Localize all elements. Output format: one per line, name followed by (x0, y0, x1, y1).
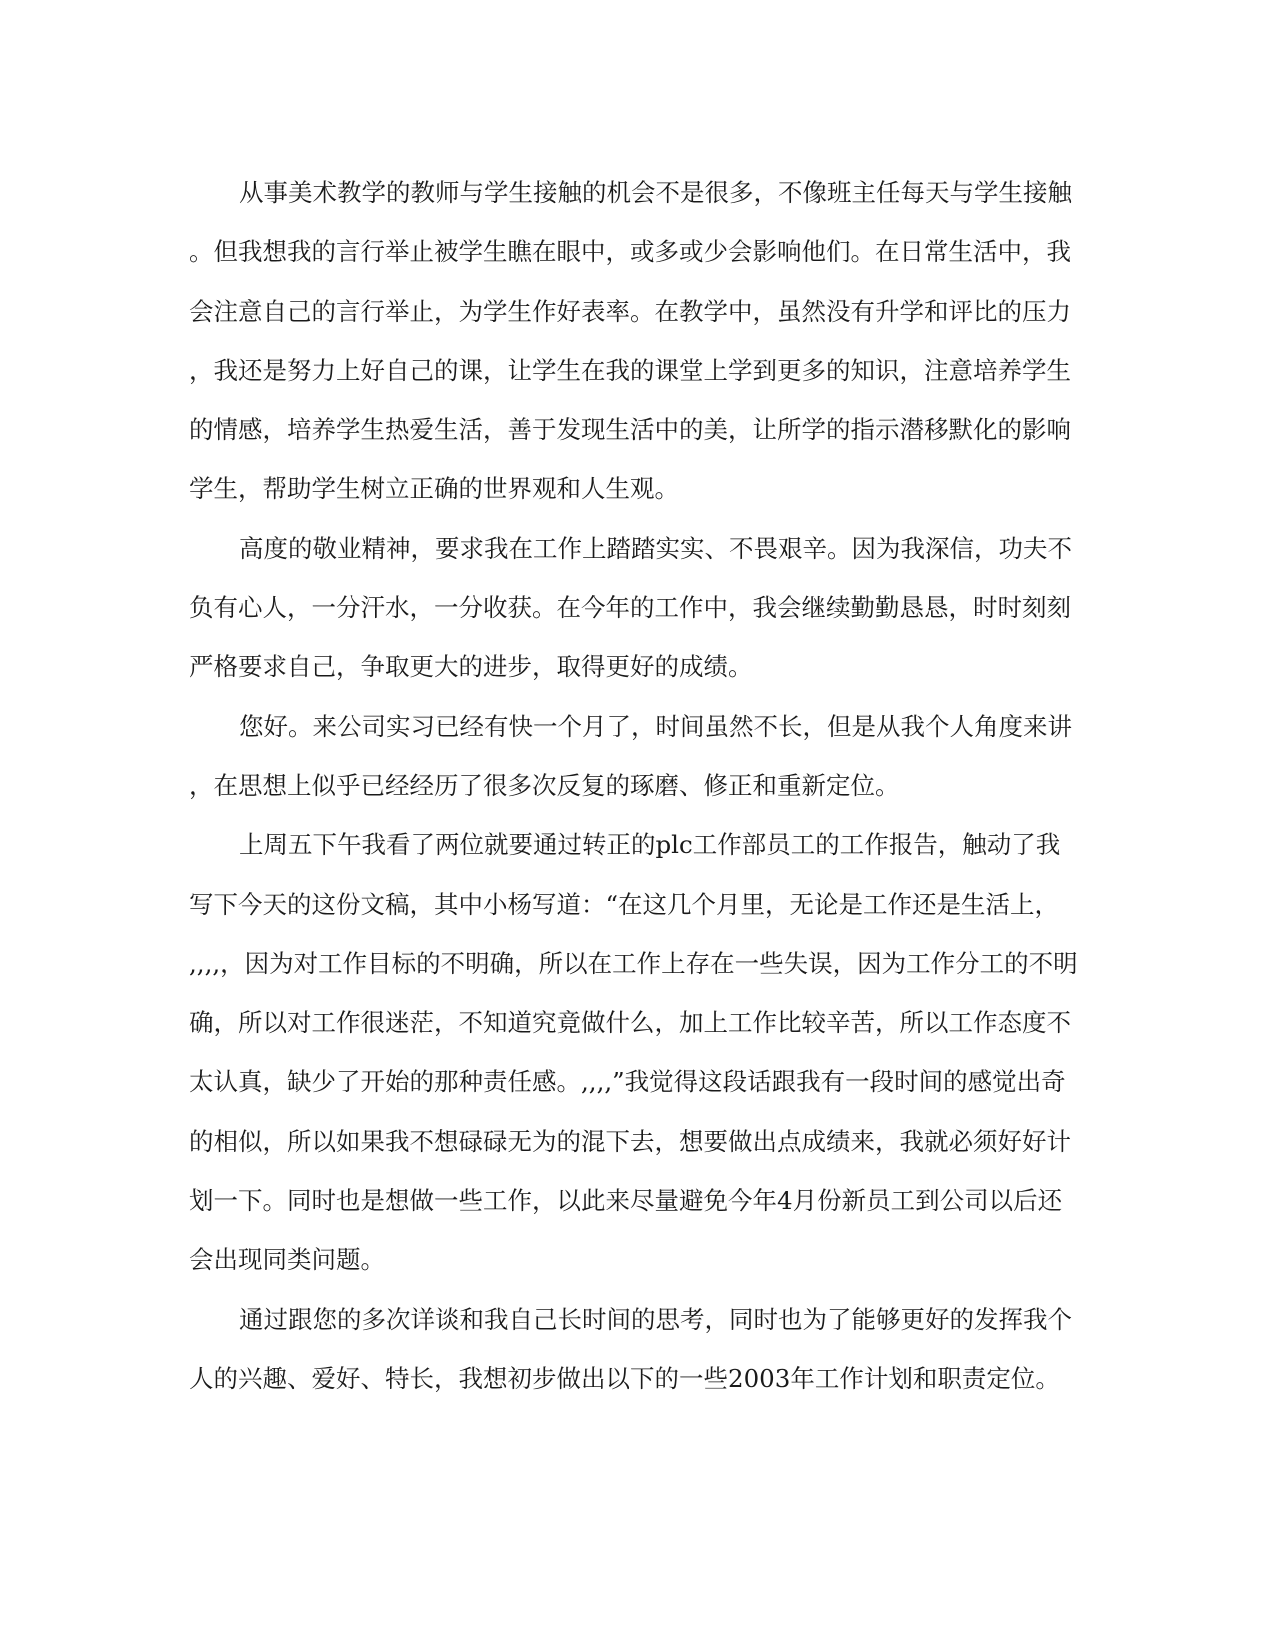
paragraph-4-line-1: 上周五下午我看了两位就要通过转正的plc工作部员工的工作报告，触动了我 (239, 830, 1061, 860)
paragraph-1-line-6: 学生，帮助学生树立正确的世界观和人生观。 (189, 474, 679, 504)
paragraph-4-line-4: 确，所以对工作很迷茫，不知道究竟做什么，加上工作比较辛苦，所以工作态度不 (189, 1008, 1071, 1038)
paragraph-2-line-2: 负有心人，一分汗水，一分收获。在今年的工作中，我会继续勤勤恳恳，时时刻刻 (189, 593, 1071, 623)
paragraph-4-line-6: 的相似，所以如果我不想碌碌无为的混下去，想要做出点成绩来，我就必须好好计 (189, 1126, 1071, 1156)
paragraph-1-line-4: ，我还是努力上好自己的课，让学生在我的课堂上学到更多的知识，注意培养学生 (189, 355, 1071, 385)
paragraph-1-line-1: 从事美术教学的教师与学生接触的机会不是很多，不像班主任每天与学生接触 (239, 178, 1072, 207)
paragraph-3-line-2: ，在思想上似乎已经经历了很多次反复的琢磨、修正和重新定位。 (189, 770, 900, 800)
paragraph-1-line-5: 的情感，培养学生热爱生活，善于发现生活中的美，让所学的指示潜移默化的影响 (189, 415, 1071, 445)
paragraph-5-line-2: 人的兴趣、爱好、特长，我想初步做出以下的一些2003年工作计划和职责定位。 (189, 1363, 1060, 1393)
paragraph-4-line-5: 太认真，缺少了开始的那种责任感。,,,,”我觉得这段话跟我有一段时间的感觉出奇 (189, 1067, 1066, 1097)
paragraph-1-line-2: 。但我想我的言行举止被学生瞧在眼中，或多或少会影响他们。在日常生活中，我 (189, 237, 1071, 267)
paragraph-2-line-1: 高度的敬业精神，要求我在工作上踏踏实实、不畏艰辛。因为我深信，功夫不 (239, 533, 1072, 563)
paragraph-4-line-7: 划一下。同时也是想做一些工作，以此来尽量避免今年4月份新员工到公司以后还 (189, 1186, 1063, 1216)
paragraph-5-line-1: 通过跟您的多次详谈和我自己长时间的思考，同时也为了能够更好的发挥我个 (239, 1304, 1072, 1334)
paragraph-4-line-3: ,,,,，因为对工作目标的不明确，所以在工作上存在一些失误，因为工作分工的不明 (189, 948, 1078, 978)
paragraph-4-line-2: 写下今天的这份文稿，其中小杨写道：“在这几个月里，无论是工作还是生活上， (189, 889, 1060, 919)
document-body (189, 163, 1089, 1408)
paragraph-1-line-3: 会注意自己的言行举止，为学生作好表率。在教学中，虽然没有升学和评比的压力 (189, 296, 1071, 326)
paragraph-4-line-8: 会出现同类问题。 (189, 1245, 385, 1275)
paragraph-3-line-1: 您好。来公司实习已经有快一个月了，时间虽然不长，但是从我个人角度来讲 (239, 711, 1072, 741)
paragraph-2-line-3: 严格要求自己，争取更大的进步，取得更好的成绩。 (189, 652, 753, 682)
